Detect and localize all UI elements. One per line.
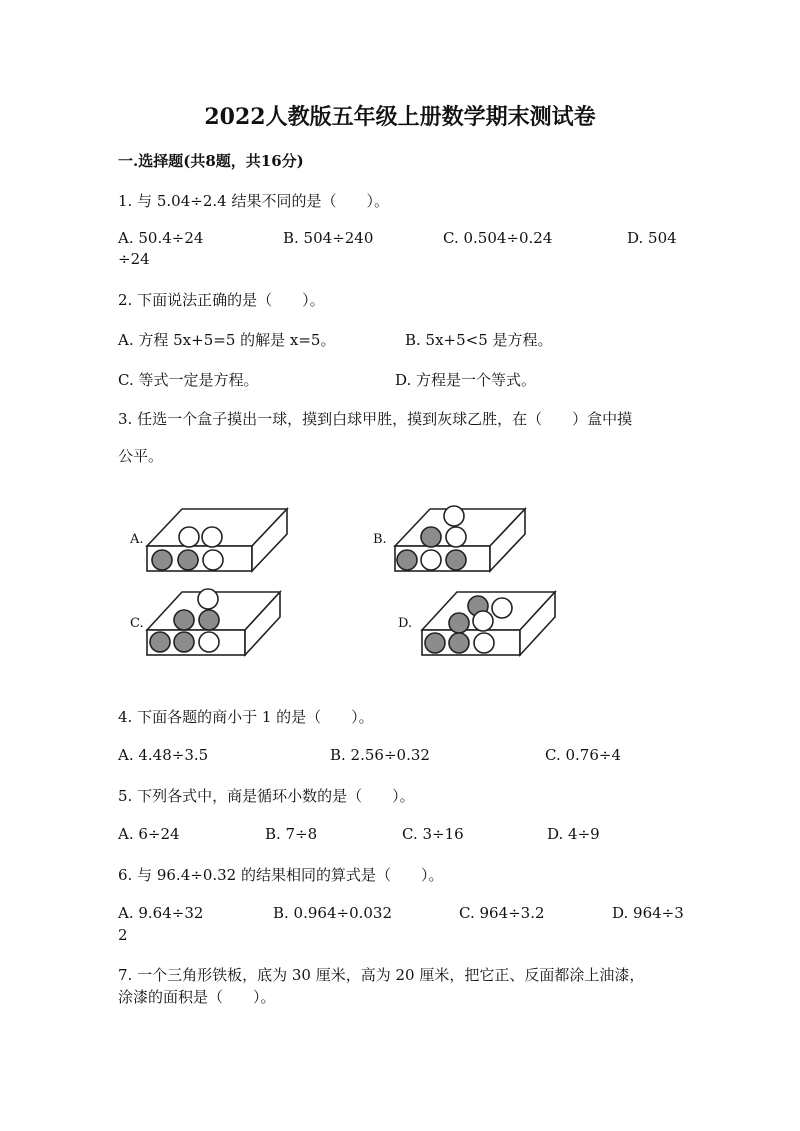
question-6-option-d[interactable]: D. 964÷3: [612, 904, 684, 922]
box-b-label: B.: [373, 532, 387, 547]
question-3-stem-continued: 公平。: [118, 447, 164, 465]
box-d-label: D.: [398, 616, 413, 631]
question-2-option-a[interactable]: A. 方程 5x+5=5 的解是 x=5。: [118, 331, 336, 349]
box-c[interactable]: [147, 589, 280, 655]
question-2-option-b[interactable]: B. 5x+5<5 是方程。: [405, 331, 553, 349]
question-2-option-d[interactable]: D. 方程是一个等式。: [395, 371, 537, 389]
question-1-stem: 1. 与 5.04÷2.4 结果不同的是（ ）。: [118, 192, 389, 210]
question-6-stem: 6. 与 96.4÷0.32 的结果相同的算式是（ ）。: [118, 866, 444, 884]
question-1-option-d-continued: ÷24: [118, 250, 150, 268]
question-5-option-c[interactable]: C. 3÷16: [402, 825, 464, 843]
question-7-stem: 7. 一个三角形铁板，底为 30 厘米，高为 20 厘米，把它正、反面都涂上油漆，: [118, 966, 645, 984]
box-a[interactable]: [147, 509, 287, 571]
section-heading: 一.选择题(共8题，共16分): [118, 152, 304, 170]
question-5-stem: 5. 下列各式中，商是循环小数的是（ ）。: [118, 787, 415, 805]
question-4-option-c[interactable]: C. 0.76÷4: [545, 746, 621, 764]
question-4-option-a[interactable]: A. 4.48÷3.5: [118, 746, 209, 764]
question-1-option-c[interactable]: C. 0.504÷0.24: [443, 229, 553, 247]
question-1-option-a[interactable]: A. 50.4÷24: [118, 229, 204, 247]
question-6-option-b[interactable]: B. 0.964÷0.032: [273, 904, 393, 922]
question-4-option-b[interactable]: B. 2.56÷0.32: [330, 746, 430, 764]
question-6-option-c[interactable]: C. 964÷3.2: [459, 904, 545, 922]
question-2-option-c[interactable]: C. 等式一定是方程。: [118, 371, 259, 389]
page-title: 2022人教版五年级上册数学期末测试卷: [204, 104, 596, 130]
box-d[interactable]: [422, 592, 555, 655]
box-a-label: A.: [130, 532, 144, 547]
question-3-stem: 3. 任选一个盒子摸出一球，摸到白球甲胜，摸到灰球乙胜，在（ ）盒中摸: [118, 410, 633, 428]
question-5-option-a[interactable]: A. 6÷24: [118, 825, 180, 843]
question-1-option-b[interactable]: B. 504÷240: [283, 229, 374, 247]
question-7-stem-continued: 涂漆的面积是（ ）。: [118, 988, 276, 1006]
ball-box-figure: [0, 490, 800, 680]
question-1-option-d[interactable]: D. 504: [627, 229, 677, 247]
question-6-option-d-continued: 2: [118, 926, 128, 944]
question-4-stem: 4. 下面各题的商小于 1 的是（ ）。: [118, 708, 374, 726]
question-2-stem: 2. 下面说法正确的是（ ）。: [118, 291, 325, 309]
question-6-option-a[interactable]: A. 9.64÷32: [118, 904, 204, 922]
box-b[interactable]: [395, 506, 525, 571]
box-c-label: C.: [130, 616, 144, 631]
question-5-option-b[interactable]: B. 7÷8: [265, 825, 318, 843]
question-5-option-d[interactable]: D. 4÷9: [547, 825, 600, 843]
